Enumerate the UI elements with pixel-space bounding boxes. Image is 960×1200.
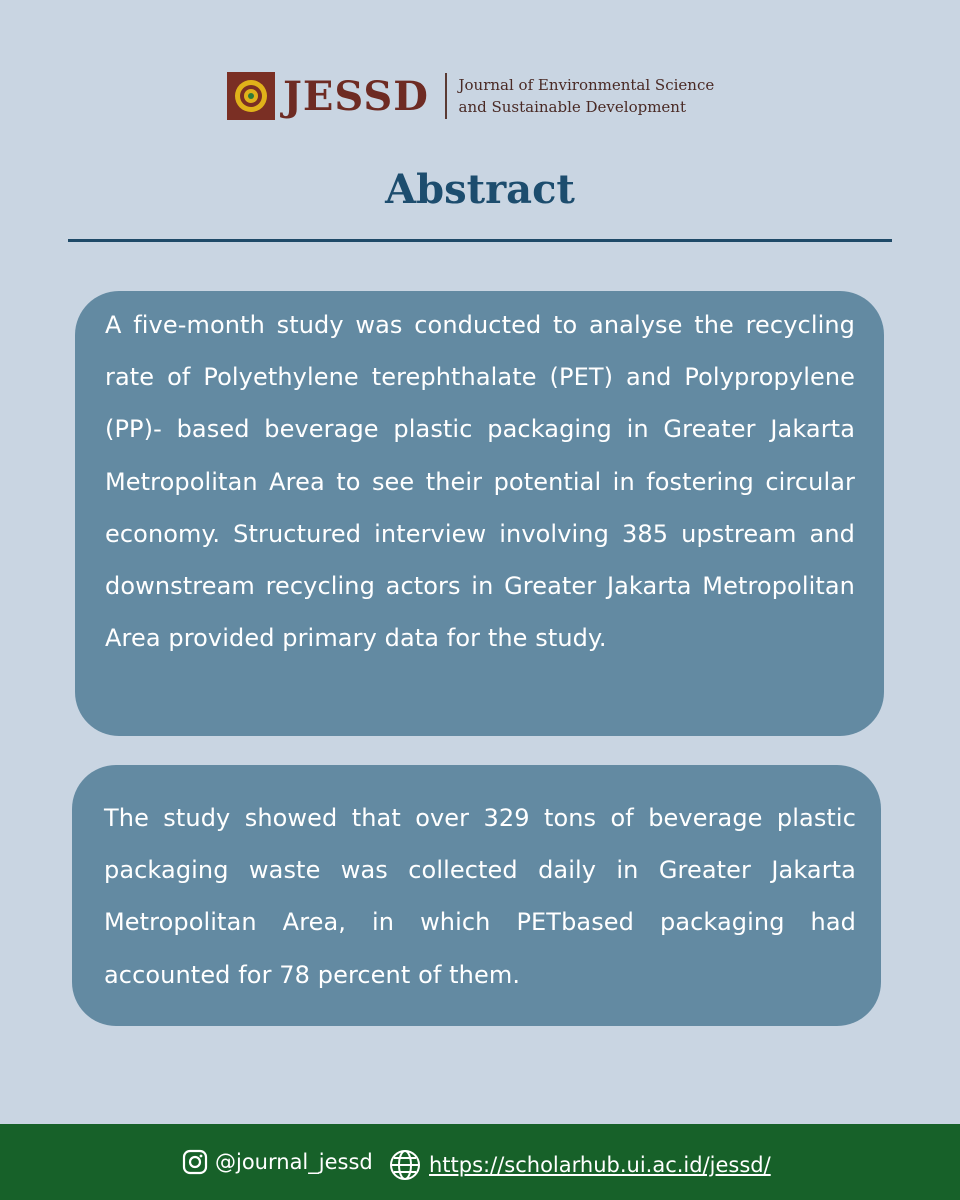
instagram-handle: @journal_jessd: [215, 1150, 373, 1174]
university-seal-logo: [227, 72, 275, 120]
abstract-card-2: [72, 765, 881, 1026]
journal-header: [227, 70, 744, 122]
globe-icon: [389, 1149, 421, 1181]
abstract-paragraph-2: The study showed that over 329 tons of beverage plastic packaging waste was collected daily in Greater Jakarta Metropolitan Area, in which PETbased packaging had accounted for 78 percent of them.: [104, 804, 856, 989]
instagram-link[interactable]: [182, 1149, 373, 1175]
website-link[interactable]: [389, 1149, 771, 1181]
instagram-icon: [182, 1149, 208, 1175]
header-divider: [445, 73, 447, 119]
website-url[interactable]: https://scholarhub.ui.ac.id/jessd/: [429, 1153, 771, 1177]
journal-full-name: Journal of Environmental Science and Sustainable Development: [458, 76, 715, 116]
page-title: Abstract: [385, 166, 575, 213]
logo-wordmark: JESSD: [283, 72, 429, 120]
abstract-paragraph-1: A five-month study was conducted to analyse the recycling rate of Polyethylene terephthalate (PET) and Polypropylene (PP)- based beverage plastic packaging in Greater Jakarta Metropolitan Area to see their potential in fostering circular economy. Structured interview involving 385 upstream and downstream recycling actors in Greater Jakarta Metropolitan Area provided primary data for the study.: [105, 311, 855, 653]
abstract-card-1: [75, 291, 884, 736]
title-underline: [68, 239, 892, 242]
footer-bar: [0, 1124, 960, 1200]
